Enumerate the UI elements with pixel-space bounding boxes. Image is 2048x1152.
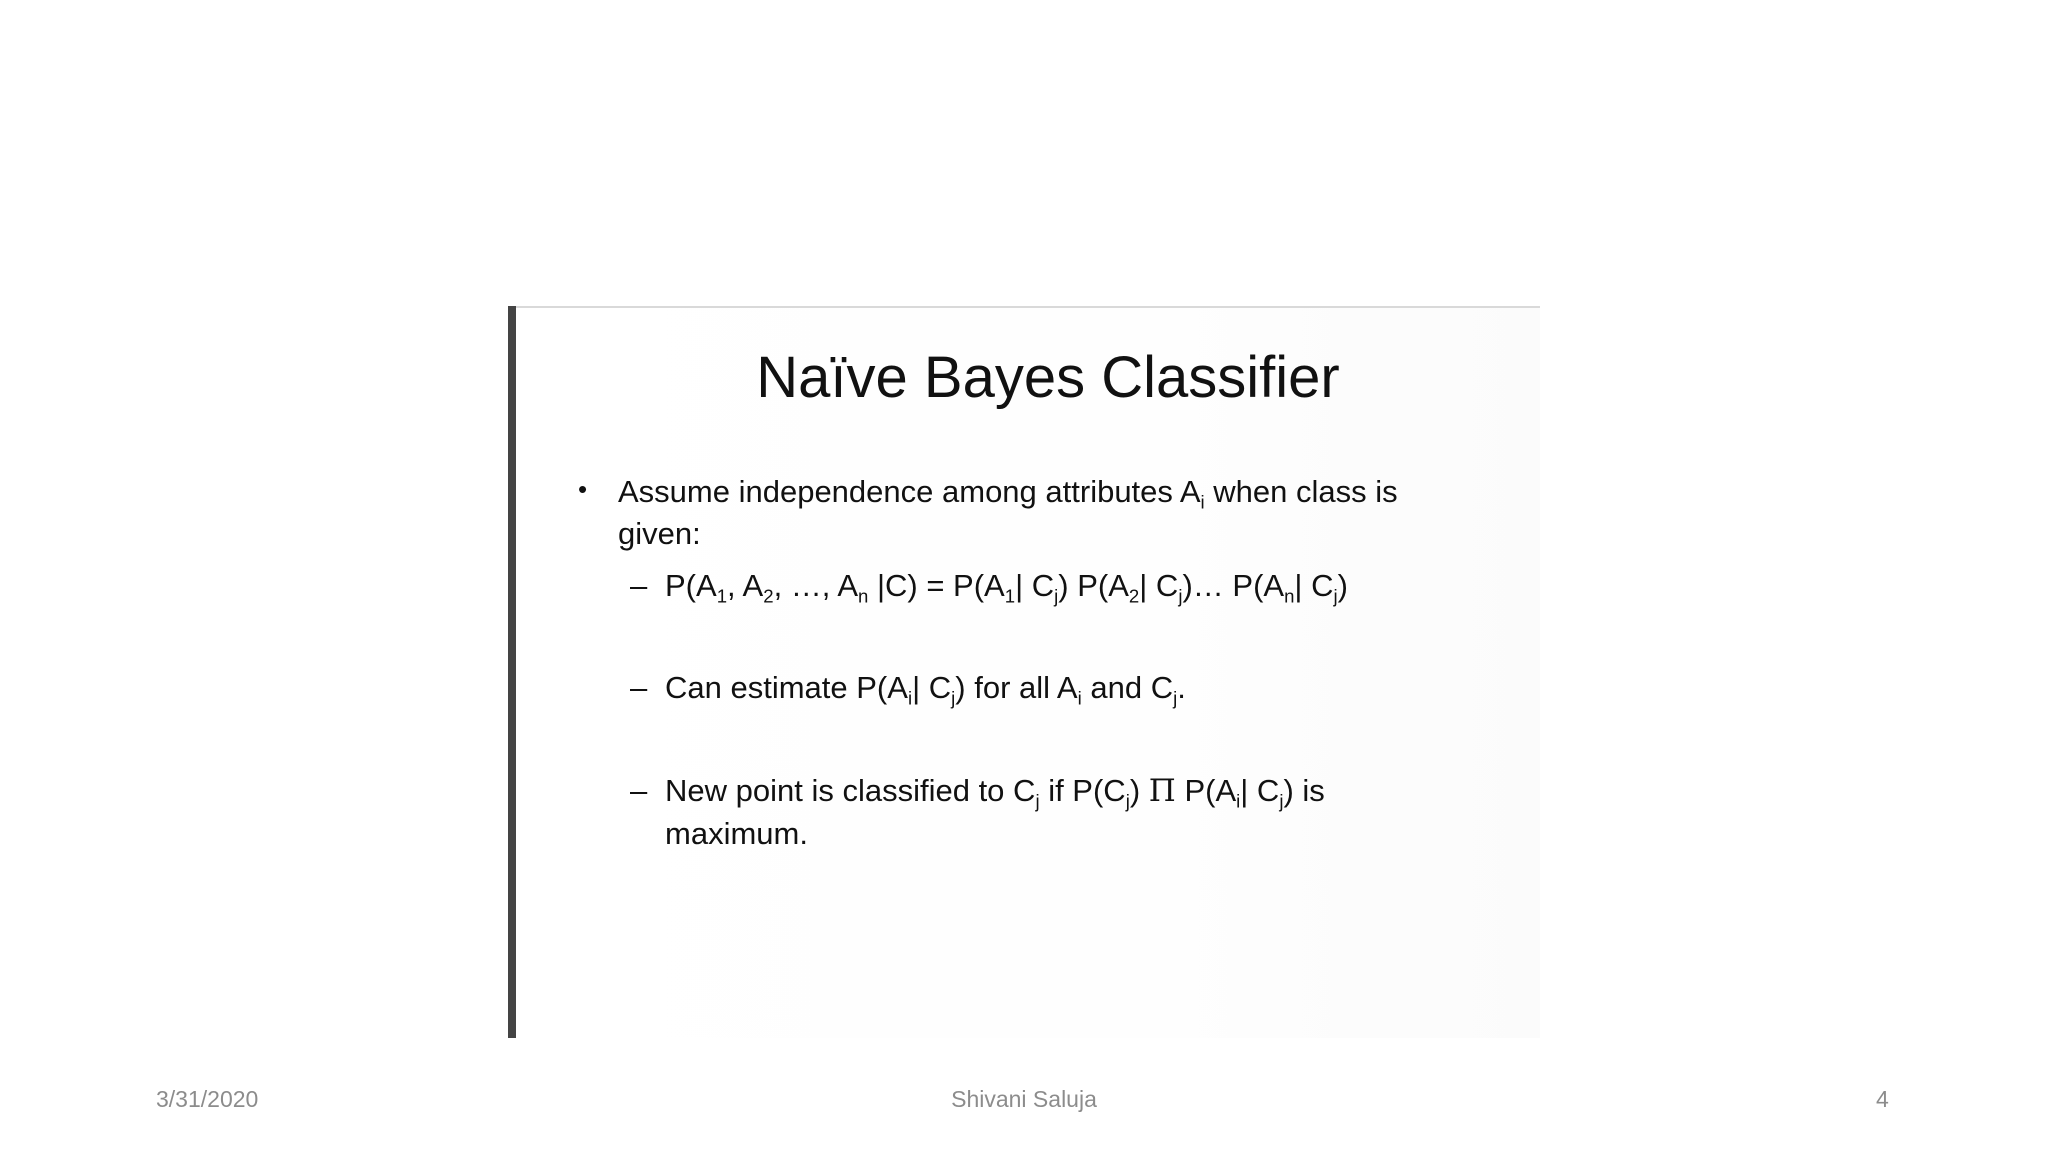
sub-item-classify: [665, 773, 1325, 812]
formula-text: | C: [1139, 568, 1179, 603]
bullet-line-1: [618, 474, 1398, 513]
subscript: 1: [1004, 585, 1016, 607]
formula-text: ): [1337, 568, 1348, 603]
sub-item-text: | C: [912, 670, 952, 705]
subscript: j: [1125, 790, 1130, 812]
subscript: j: [951, 687, 956, 709]
sub-item-dash: –: [630, 568, 648, 603]
subscript: 2: [763, 585, 774, 607]
sub-item-text: | C: [1240, 773, 1280, 808]
sub-item-text: ): [1129, 773, 1149, 808]
sub-item-text: Can estimate P(A: [665, 670, 908, 705]
bullet-text: when class is: [1204, 474, 1398, 509]
sub-item-text: P(A: [1175, 773, 1237, 808]
subscript: i: [1077, 687, 1082, 709]
image-top-border: [516, 306, 1540, 308]
formula-text: P(A: [665, 568, 717, 603]
subscript: i: [907, 687, 913, 709]
sub-item-dash: –: [630, 773, 648, 808]
subscript: j: [1054, 585, 1059, 607]
formula-text: )… P(A: [1182, 568, 1285, 603]
subscript: n: [858, 585, 869, 607]
subscript: j: [1173, 687, 1178, 709]
bullet-line-2: given:: [618, 516, 701, 551]
subscript: n: [1284, 585, 1295, 607]
product-symbol: Π: [1148, 773, 1176, 809]
subscript: j: [1178, 585, 1183, 607]
sub-item-text: New point is classified to C: [665, 773, 1036, 808]
sub-item-continuation: maximum.: [665, 816, 808, 851]
bullet-marker: •: [578, 474, 588, 504]
sub-item-text: ) for all A: [955, 670, 1078, 705]
subscript: i: [1236, 790, 1241, 812]
subscript: j: [1333, 585, 1338, 607]
sub-item-text: if P(C: [1039, 773, 1126, 808]
sub-item-text: and C: [1081, 670, 1174, 705]
formula-text: |C) = P(A: [868, 568, 1005, 603]
formula-text: ) P(A: [1058, 568, 1129, 603]
sub-item-text: ) is: [1283, 773, 1325, 808]
sub-item-text: .: [1177, 670, 1186, 705]
formula-text: | C: [1294, 568, 1334, 603]
subscript: i: [1200, 491, 1205, 513]
sub-item-dash: –: [630, 670, 648, 705]
subscript: 1: [716, 585, 728, 607]
formula-text: , A: [727, 568, 764, 603]
footer-author: Shivani Saluja: [951, 1086, 1097, 1112]
subscript: j: [1035, 790, 1040, 812]
image-left-border: [508, 306, 516, 1038]
slide-image: [508, 306, 1540, 1038]
sub-item-estimate: [665, 670, 1186, 709]
formula-text: | C: [1015, 568, 1055, 603]
formula-text: , …, A: [773, 568, 858, 603]
slide-title: Naïve Bayes Classifier: [756, 345, 1340, 410]
subscript: 2: [1128, 585, 1140, 607]
subscript: j: [1279, 790, 1284, 812]
bullet-text: Assume independence among attributes A: [618, 474, 1201, 509]
sub-item-formula: [665, 568, 1348, 607]
footer-page-number: 4: [1876, 1086, 1889, 1112]
footer-date: 3/31/2020: [156, 1086, 259, 1112]
